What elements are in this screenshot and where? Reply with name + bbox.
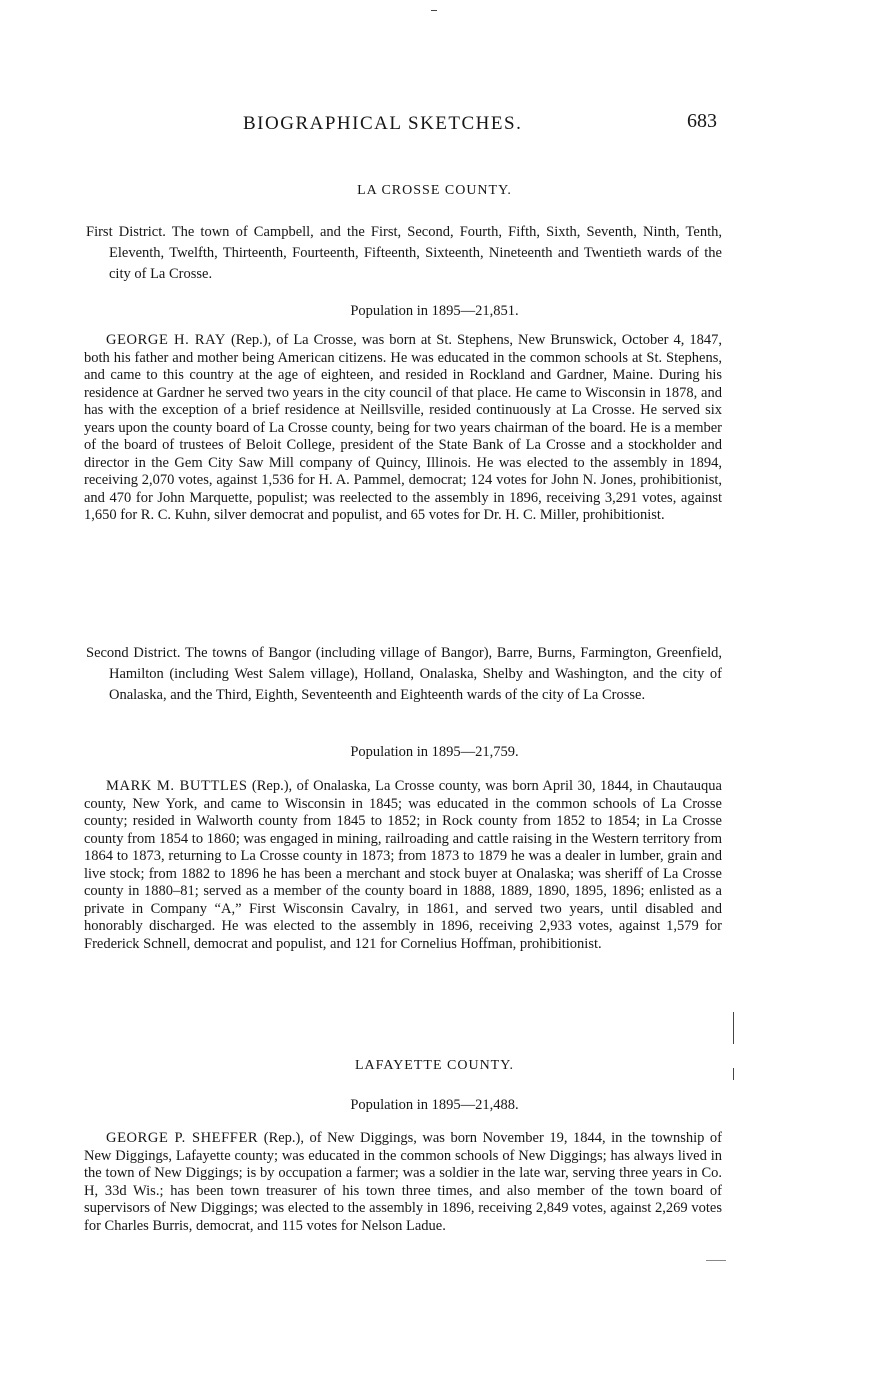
population-la-crosse-first: Population in 1895—21,851. <box>350 303 519 319</box>
running-title: BIOGRAPHICAL SKETCHES. <box>243 113 523 134</box>
scan-mark <box>733 1012 734 1044</box>
member-biography-mark-m-buttles <box>84 778 722 953</box>
page-number: 683 <box>687 110 717 132</box>
member-biography-george-h-ray <box>84 332 722 525</box>
member-details: (Rep.), of La Crosse, was born at St. Stephens, New Brunswick, October 4, 1847, both his father and mother being American citizens. He was educated in the common schools at St. Stephens, and came to this country at the age of eighteen, and resided in Rockland and Gardner, Maine. During his residence at Gardner he served two years in the city council of that place. He came to Wisconsin in 1878, and has with the exception of a brief residence at Neillsville, resided continuously at La Crosse. He served six years upon the county board of La Crosse county, being for two years chairman of the board. He is a member of the board of trustees of Beloit College, president of the State Bank of La Crosse and a stockholder and director in the Gem City Saw Mill company of Quincy, Illinois. He was elected to the assembly in 1894, receiving 2,070 votes, against 1,536 for H. A. Pammel, democrat; 124 votes for John N. Jones, prohibitionist, and 470 for John Marquette, populist; was reelected to the assembly in 1896, receiving 3,291 votes, against 1,650 for R. C. Kuhn, silver democrat and populist, and 65 votes for Dr. H. C. Miller, prohibitionist. <box>84 332 723 523</box>
member-name: MARK M. BUTTLES <box>106 778 248 794</box>
scan-mark <box>706 1260 726 1261</box>
member-details: (Rep.), of Onalaska, La Crosse county, was born April 30, 1844, in Chautauqua county, New York, and came to Wisconsin in 1845; was educated in the common schools of La Crosse county; resided in Walworth county from 1845 to 1852; in Rock county from 1852 to 1854; in La Crosse county from 1854 to 1860; was engaged in mining, railroading and cattle raising in the Western territory from 1864 to 1873, returning to La Crosse county in 1873; from 1873 to 1879 he was a dealer in lumber, grain and live stock; from 1882 to 1896 he has been a merchant and stock buyer at Onalaska; was sheriff of La Crosse county in 1880–81; served as a member of the county board in 1888, 1889, 1890, 1895, 1896; enlisted as a private in Company “A,” First Wisconsin Cavalry, in 1861, and served two years, until disabled and honorably discharged. He was elected to the assembly in 1896, receiving 2,933 votes, against 1,579 for Frederick Schnell, democrat and populist, and 121 for Cornelius Hoffman, prohibitionist. <box>84 778 722 952</box>
scan-mark <box>431 10 437 11</box>
member-name: GEORGE P. SHEFFER <box>106 1130 259 1146</box>
population-lafayette: Population in 1895—21,488. <box>350 1097 519 1113</box>
county-heading-la-crosse: LA CROSSE COUNTY. <box>357 183 512 198</box>
member-biography-george-p-sheffer <box>84 1130 722 1235</box>
page-header <box>80 110 720 143</box>
member-name: GEORGE H. RAY <box>106 332 226 348</box>
county-heading-lafayette: LAFAYETTE COUNTY. <box>354 1058 515 1073</box>
member-details: (Rep.), of New Diggings, was born November 19, 1844, in the township of New Diggings, Lafayette county; was educated in the common schools of New Diggings; has always lived in the town of New Diggings; is by occupation a farmer; was a soldier in the late war, serving three years in Co. H, 33d Wis.; has been town treasurer of his town three times, and also member of the town board of supervisors of New Diggings; was elected to the assembly in 1896, receiving 2,849 votes, against 2,269 votes for Charles Burris, democrat, and 115 votes for Nelson Ladue. <box>84 1130 722 1234</box>
district-description-la-crosse-first: First District. The town of Campbell, and the First, Second, Fourth, Fifth, Sixth, Seventh, Ninth, Tenth, Eleventh, Twelfth, Thirteenth, Fourteenth, Fifteenth, Sixteenth, Nineteenth and Twentieth wards of the city of La Crosse. <box>86 224 722 282</box>
district-description-la-crosse-second: Second District. The towns of Bangor (including village of Bangor), Barre, Burns, Farmington, Greenfield, Hamilton (including West Salem village), Holland, Onalaska, Shelby and Washington, and the city of Onalaska, and the Third, Eighth, Seventeenth and Eighteenth wards of the city of La Crosse. <box>86 645 722 703</box>
population-la-crosse-second: Population in 1895—21,759. <box>350 744 519 760</box>
scan-mark <box>733 1068 734 1080</box>
